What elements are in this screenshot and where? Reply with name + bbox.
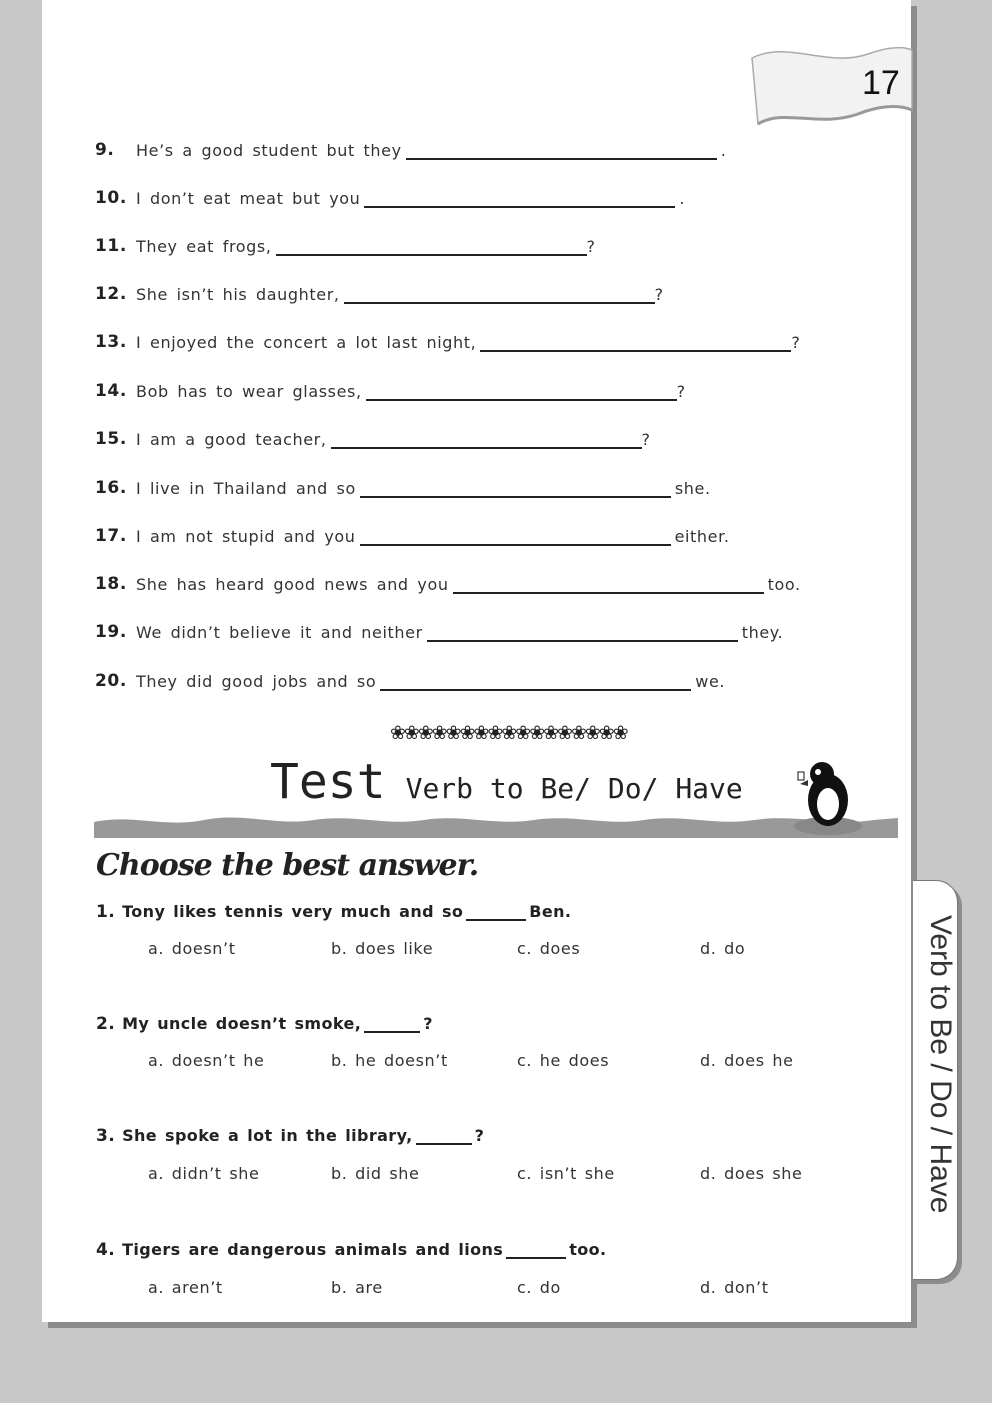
option-c[interactable]: c. do (517, 1278, 561, 1297)
answer-blank[interactable] (406, 157, 717, 160)
question-number: 16. (95, 478, 127, 498)
question-number: 9. (95, 140, 115, 160)
question-text: She isn’t his daughter, (136, 285, 340, 304)
question-text: They eat frogs, (136, 237, 272, 256)
option-b[interactable]: b. he doesn’t (331, 1051, 448, 1070)
question-text: I enjoyed the concert a lot last night, (136, 333, 477, 352)
mc-question (96, 1240, 607, 1260)
question-text: Tony likes tennis very much and so (122, 902, 464, 921)
answer-blank[interactable] (466, 918, 526, 921)
option-b[interactable]: b. did she (331, 1164, 420, 1183)
option-b[interactable]: b. does like (331, 939, 434, 958)
question-suffix: ? (423, 1014, 433, 1033)
test-title: Test (270, 754, 386, 810)
question-text: We didn’t believe it and neither (136, 623, 423, 642)
question-number: 10. (95, 188, 127, 208)
question-number: 4. (96, 1240, 116, 1260)
instruction-heading: Choose the best answer. (96, 848, 479, 883)
question-suffix: ? (474, 1126, 485, 1145)
answer-blank[interactable] (364, 1030, 420, 1033)
answer-blank[interactable] (416, 1142, 472, 1145)
mc-question (96, 902, 571, 922)
option-d[interactable]: d. does he (700, 1051, 794, 1070)
option-c[interactable]: c. isn’t she (517, 1164, 615, 1183)
mc-question (96, 1126, 484, 1146)
question-text: I am a good teacher, (136, 430, 327, 449)
question-number: 2. (96, 1014, 116, 1034)
option-a[interactable]: a. didn’t she (148, 1164, 260, 1183)
question-text: Bob has to wear glasses, (136, 382, 362, 401)
question-suffix: ? (641, 430, 651, 449)
question-number: 3. (96, 1126, 116, 1146)
page-number: 17 (862, 64, 900, 102)
answer-blank[interactable] (453, 591, 764, 594)
question-number: 20. (95, 671, 127, 691)
side-tab-label: Verb to Be / Do / Have (924, 915, 957, 1214)
answer-blank[interactable] (380, 688, 691, 691)
question-suffix: ? (676, 382, 686, 401)
question-suffix: she. (674, 479, 711, 498)
question-text: She spoke a lot in the library, (122, 1126, 413, 1145)
question-text: I don’t eat meat but you (136, 189, 361, 208)
answer-blank[interactable] (344, 301, 655, 304)
option-c[interactable]: c. does (517, 939, 581, 958)
flower-divider: ❀❀❀❀❀❀❀❀❀❀❀❀❀❀❀❀❀ (390, 722, 627, 744)
answer-blank[interactable] (360, 543, 671, 546)
option-d[interactable]: d. do (700, 939, 746, 958)
question-number: 15. (95, 429, 127, 449)
option-d[interactable]: d. don’t (700, 1278, 769, 1297)
mc-question (96, 1014, 433, 1034)
question-suffix: too. (767, 575, 801, 594)
question-text: My uncle doesn’t smoke, (122, 1014, 362, 1033)
test-subtitle: Verb to Be/ Do/ Have (405, 772, 743, 805)
question-suffix: . (720, 141, 727, 160)
question-number: 14. (95, 381, 127, 401)
wave-banner (94, 810, 898, 838)
question-text: I am not stupid and you (136, 527, 356, 546)
question-suffix: Ben. (529, 902, 572, 921)
penguin-mascot-icon (786, 758, 864, 836)
answer-blank[interactable] (366, 398, 677, 401)
option-a[interactable]: a. doesn’t he (148, 1051, 265, 1070)
question-suffix: ? (586, 237, 596, 256)
answer-blank[interactable] (360, 495, 671, 498)
option-a[interactable]: a. doesn’t (148, 939, 236, 958)
question-number: 12. (95, 284, 127, 304)
option-d[interactable]: d. does she (700, 1164, 803, 1183)
option-b[interactable]: b. are (331, 1278, 383, 1297)
question-number: 19. (95, 622, 127, 642)
answer-blank[interactable] (427, 639, 738, 642)
question-suffix: ? (791, 333, 801, 352)
question-number: 11. (95, 236, 127, 256)
question-suffix: ? (654, 285, 664, 304)
test-heading (270, 754, 743, 810)
answer-blank[interactable] (331, 446, 642, 449)
question-text: They did good jobs and so (136, 672, 377, 691)
answer-blank[interactable] (480, 349, 791, 352)
question-suffix: . (679, 189, 686, 208)
answer-blank[interactable] (506, 1256, 566, 1259)
question-number: 18. (95, 574, 127, 594)
question-suffix: they. (741, 623, 784, 642)
question-text: Tigers are dangerous animals and lions (122, 1240, 504, 1259)
question-text: He’s a good student but they (136, 141, 402, 160)
question-text: She has heard good news and you (136, 575, 449, 594)
question-number: 17. (95, 526, 127, 546)
question-suffix: either. (674, 527, 730, 546)
question-suffix: we. (695, 672, 726, 691)
question-number: 13. (95, 332, 127, 352)
option-c[interactable]: c. he does (517, 1051, 610, 1070)
option-a[interactable]: a. aren’t (148, 1278, 223, 1297)
answer-blank[interactable] (364, 205, 675, 208)
question-number: 1. (96, 902, 116, 922)
question-suffix: too. (569, 1240, 607, 1259)
answer-blank[interactable] (276, 253, 587, 256)
question-text: I live in Thailand and so (136, 479, 356, 498)
